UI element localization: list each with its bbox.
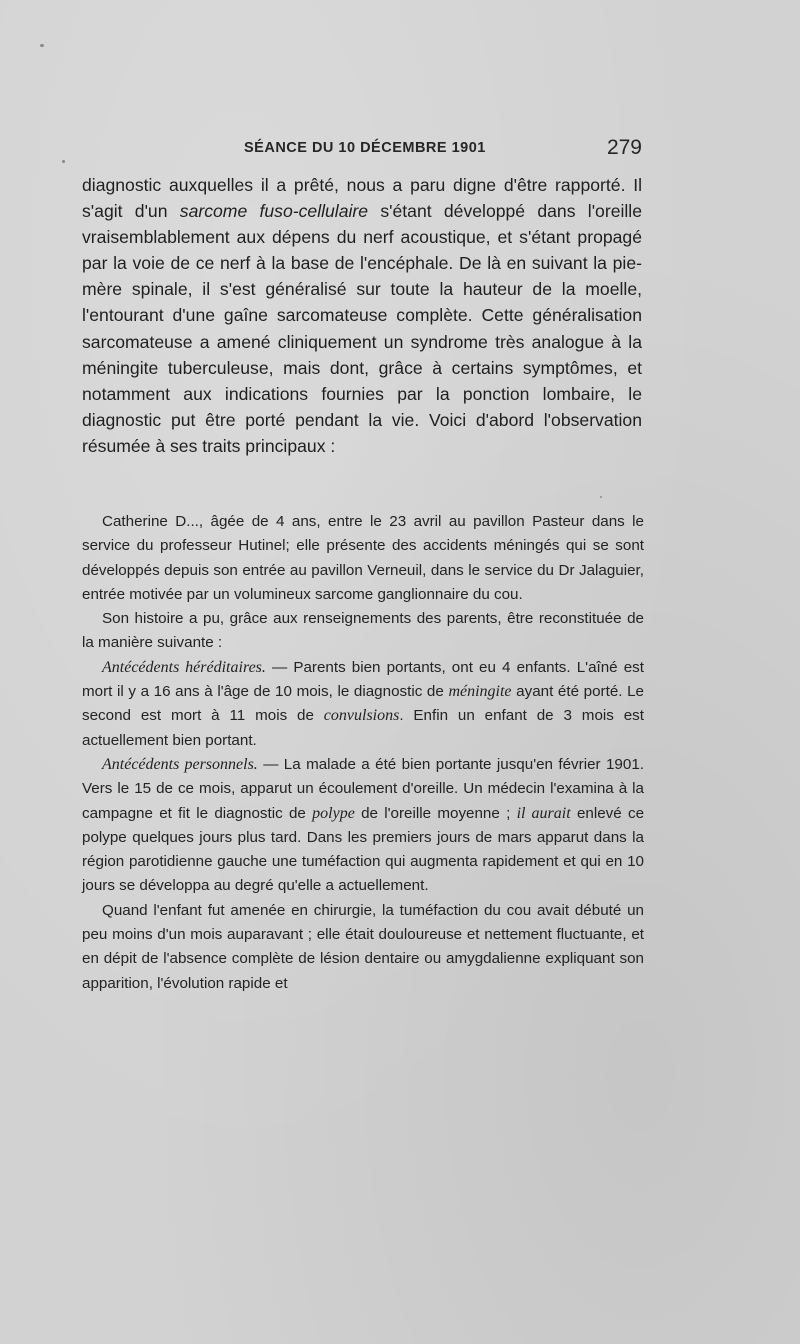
italic-term: il aurait <box>516 804 571 822</box>
paper-speck <box>600 496 602 498</box>
page-header <box>82 136 642 164</box>
intro-text-part: s'étant développé dans l'oreille vraisemblablement aux dépens du nerf acoustique, et s'étant propagé par la voie de ce nerf à la base de l'encéphale. De là en suivant la pie-mère spinale, il s'est généralisé sur toute la hauteur de la moelle, l'entourant d'une gaîne sarcomateuse complète. Cette généralisation sarcomateuse a amené cliniquement un syndrome très analogue à la méningite tuberculeuse, mais dont, grâce à certains symptômes, et notamment aux indications fournies par la ponction lombaire, le diagnostic put être porté pendant la vie. Voici d'abord l'observation résumée à ses traits principaux : <box>82 201 642 456</box>
section-heading: Antécédents personnels. <box>102 755 258 773</box>
observation-text-part: . Enfin un enfant de 3 mois est actuellement bien portant. <box>82 707 644 749</box>
page-number: 279 <box>606 136 642 159</box>
paper-speck <box>40 44 44 47</box>
section-heading: Antécédents héréditaires. <box>102 658 266 676</box>
observation-text-part: — Parents bien portants, ont eu 4 enfants. L'aîné est mort il y a 16 ans à l'âge de 10 mois, le diagnostic de <box>82 658 644 701</box>
observation-text-part: de l'oreille moyenne ; <box>354 804 517 822</box>
italic-term: convulsions <box>323 707 400 725</box>
observation-paragraph: Catherine D..., âgée de 4 ans, entre le 23 avril au pavillon Pasteur dans le service du professeur Hutinel; elle présente des accidents méningés qui se sont développés depuis son entrée au pavillon Verneuil, dans le service du Dr Jalaguier, entrée motivée par un volumineux sarcome ganglionnaire du cou. <box>82 513 644 603</box>
observation-paragraph: Quand l'enfant fut amenée en chirurgie, la tuméfaction du cou avait débuté un peu moins d'un mois auparavant ; elle était douloureuse et nettement fluctuante, et en dépit de l'absence complète de lésion dentaire ou amygdalienne expliquant son apparition, l'évolution rapide et <box>82 901 644 992</box>
italic-term: méningite <box>448 683 512 701</box>
intro-paragraph <box>82 172 642 459</box>
paper-speck <box>62 160 65 163</box>
observation-paragraph: Son histoire a pu, grâce aux renseignements des parents, être reconstituée de la manière suivante : <box>82 610 644 652</box>
observation-paragraph <box>82 753 644 899</box>
intro-text-part: diagnostic auxquelles il a prêté, nous a paru digne d'être rapporté. Il s'agit d'un <box>82 175 642 222</box>
intro-text <box>82 172 642 459</box>
observation-paragraph <box>82 656 644 753</box>
observation-text-part: ayant été porté. Le second est mort à 11 mois de <box>82 683 644 725</box>
intro-italic-term: sarcome fuso-cellulaire <box>179 201 369 222</box>
observation-text <box>82 510 644 996</box>
running-head: SÉANCE DU 10 DÉCEMBRE 1901 <box>244 140 486 156</box>
observation-text-part: enlevé ce polype quelques jours plus tard. Dans les premiers jours de mars apparut dans la région parotidienne gauche une tuméfaction qui augmenta rapidement et qui en 10 jours se développa au degré qu'elle a actuellement. <box>82 804 645 895</box>
italic-term: polype <box>312 804 355 822</box>
observation-text-part: — La malade a été bien portante jusqu'en février 1901. Vers le 15 de ce mois, apparut un écoulement d'oreille. Un médecin l'examina à la campagne et fit le diagnostic de <box>82 755 644 822</box>
